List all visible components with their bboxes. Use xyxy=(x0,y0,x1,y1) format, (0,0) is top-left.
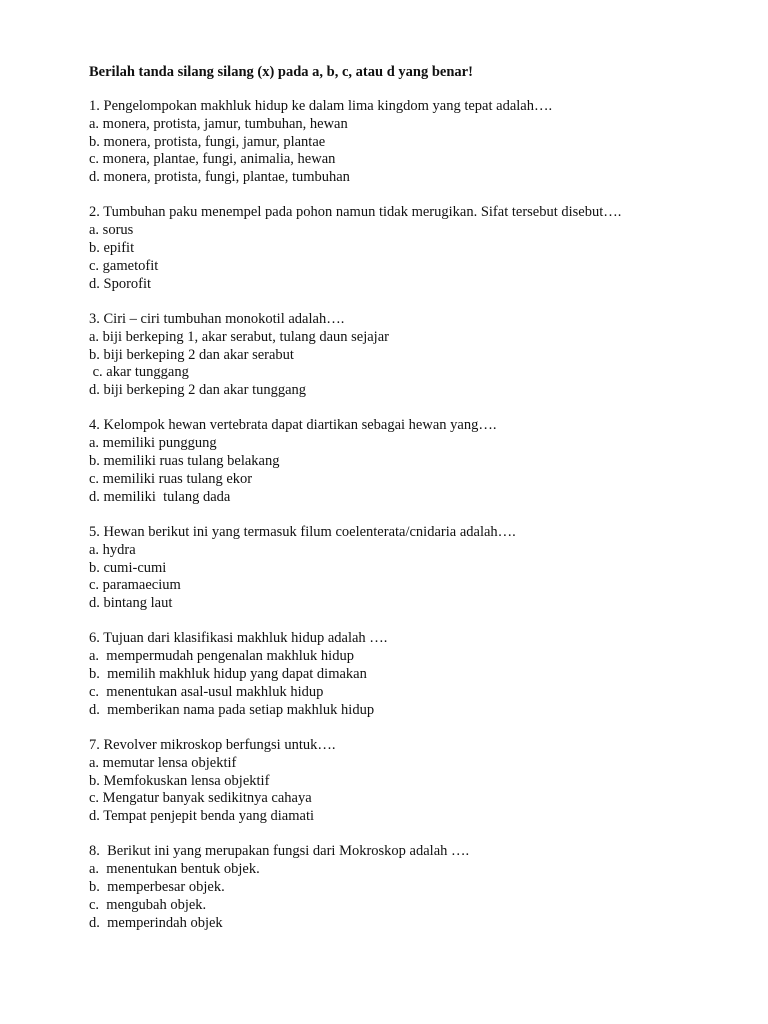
option-a: a. hydra xyxy=(89,541,136,558)
question-4 xyxy=(89,417,739,506)
option-c: c. gametofit xyxy=(89,257,159,274)
question-text: 8. Berikut ini yang merupakan fungsi dari Mokroskop adalah …. xyxy=(89,843,470,860)
option-b: b. biji berkeping 2 dan akar serabut xyxy=(89,346,294,363)
question-text: 1. Pengelompokan makhluk hidup ke dalam lima kingdom yang tepat adalah…. xyxy=(89,98,553,114)
question-2 xyxy=(89,204,739,293)
option-a: a. memutar lensa objektif xyxy=(89,754,237,771)
option-b: b. epifit xyxy=(89,240,135,257)
question-text: 7. Revolver mikroskop berfungsi untuk…. xyxy=(89,736,336,753)
option-c: c. memiliki ruas tulang ekor xyxy=(89,470,253,487)
option-c: c. akar tunggang xyxy=(89,364,189,381)
question-8 xyxy=(89,843,739,932)
option-d: d. memperindah objek xyxy=(89,914,223,931)
option-c: c. mengubah objek. xyxy=(89,896,207,913)
option-d: d. bintang laut xyxy=(89,595,173,612)
option-a: a. mempermudah pengenalan makhluk hidup xyxy=(89,648,354,665)
question-5 xyxy=(89,524,739,613)
option-b: b. memiliki ruas tulang belakang xyxy=(89,453,280,470)
worksheet-page xyxy=(89,63,739,950)
instruction-heading: Berilah tanda silang silang (x) pada a, b, c, atau d yang benar! xyxy=(89,64,473,80)
question-1 xyxy=(89,98,739,187)
option-a: a. sorus xyxy=(89,222,134,239)
option-b: b. cumi-cumi xyxy=(89,559,167,576)
option-d: d. memberikan nama pada setiap makhluk hidup xyxy=(89,701,375,718)
option-b: b. monera, protista, fungi, jamur, plantae xyxy=(89,133,326,150)
option-d: d. Tempat penjepit benda yang diamati xyxy=(89,808,315,825)
option-b: b. Memfokuskan lensa objektif xyxy=(89,772,270,789)
question-text: 5. Hewan berikut ini yang termasuk filum coelenterata/cnidaria adalah…. xyxy=(89,523,516,540)
question-text: 2. Tumbuhan paku menempel pada pohon namun tidak merugikan. Sifat tersebut disebut…. xyxy=(89,204,622,221)
option-a: a. menentukan bentuk objek. xyxy=(89,861,260,878)
question-text: 6. Tujuan dari klasifikasi makhluk hidup adalah …. xyxy=(89,630,388,647)
question-6 xyxy=(89,630,739,719)
option-c: c. menentukan asal-usul makhluk hidup xyxy=(89,683,324,700)
question-text: 3. Ciri – ciri tumbuhan monokotil adalah…. xyxy=(89,310,345,327)
option-a: a. biji berkeping 1, akar serabut, tulang daun sejajar xyxy=(89,328,389,345)
option-b: b. memilih makhluk hidup yang dapat dimakan xyxy=(89,666,367,683)
option-d: d. biji berkeping 2 dan akar tunggang xyxy=(89,382,307,399)
question-7 xyxy=(89,737,739,826)
option-c: c. paramaecium xyxy=(89,577,181,594)
option-b: b. memperbesar objek. xyxy=(89,878,225,895)
question-text: 4. Kelompok hewan vertebrata dapat diartikan sebagai hewan yang…. xyxy=(89,417,497,434)
option-d: d. memiliki tulang dada xyxy=(89,488,231,505)
option-a: a. memiliki punggung xyxy=(89,435,217,452)
option-a: a. monera, protista, jamur, tumbuhan, hewan xyxy=(89,115,348,132)
option-d: d. monera, protista, fungi, plantae, tumbuhan xyxy=(89,169,350,186)
option-c: c. monera, plantae, fungi, animalia, hewan xyxy=(89,151,336,168)
question-3 xyxy=(89,311,739,400)
option-c: c. Mengatur banyak sedikitnya cahaya xyxy=(89,790,312,807)
option-d: d. Sporofit xyxy=(89,275,152,292)
